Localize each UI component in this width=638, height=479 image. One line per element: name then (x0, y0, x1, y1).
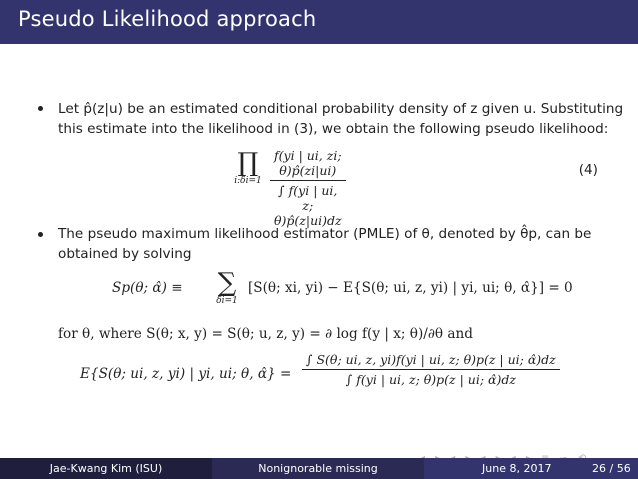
slide-title: Pseudo Likelihood approach (18, 7, 317, 31)
bullet-1-line-1: Let p̂(z|u) be an estimated conditional probability density of z given u. Substituting (58, 101, 624, 117)
cond-denominator: ∫ f(yi | ui, z; θ)p(z | ui; α̂)dz (345, 372, 516, 387)
footer-page-number: 26 / 56 (592, 462, 631, 475)
sum-index: δi=1 (216, 296, 238, 306)
footer-talk-title: Nonignorable missing (212, 458, 424, 479)
equation-number: (4) (578, 162, 598, 178)
score-equation (112, 270, 592, 314)
bullet-2-marker (38, 232, 43, 237)
conditional-expectation (80, 348, 620, 404)
score-definition: for θ, where S(θ; x, y) = S(θ; u, z, y) = ∂ log f(y | x; θ)/∂θ and (58, 326, 473, 342)
slide-content (0, 44, 638, 456)
score-rhs: [S(θ; xi, yi) − E{S(θ; ui, z, yi) | yi, ui; θ, α̂}] = 0 (248, 280, 573, 296)
footer-author: Jae-Kwang Kim (ISU) (0, 458, 212, 479)
product-symbol: ∏ (237, 148, 259, 178)
cond-numerator: ∫ S(θ; ui, z, yi)f(yi | ui, z; θ)p(z | ui; α̂)dz (302, 352, 560, 370)
bullet-1-marker (38, 106, 43, 111)
footer-info (424, 458, 638, 479)
slide-header (0, 0, 638, 44)
footer-date: June 8, 2017 (482, 462, 552, 475)
eq4-numerator: f(yi | ui, zi; θ)p̂(zi|ui) (270, 148, 346, 181)
bullet-2-line-2: obtained by solving (58, 246, 192, 262)
eq4-denominator: ∫ f(yi | ui, z; θ)p̂(z|ui)dz (274, 183, 342, 228)
slide-footer (0, 458, 638, 479)
product-index: i:δi=1 (234, 176, 262, 186)
beamer-navigation (420, 446, 620, 458)
bullet-2-line-1: The pseudo maximum likelihood estimator (PMLE) of θ, denoted by θ̂p, can be (58, 226, 592, 242)
cond-lhs: E{S(θ; ui, z, yi) | yi, ui; θ, α̂} = (80, 366, 292, 382)
score-lhs: Sp(θ; α̂) ≡ (112, 280, 183, 296)
sum-symbol: ∑ (217, 268, 237, 298)
bullet-1-line-2: this estimate into the likelihood in (3), we obtain the following pseudo likelihood: (58, 121, 609, 137)
